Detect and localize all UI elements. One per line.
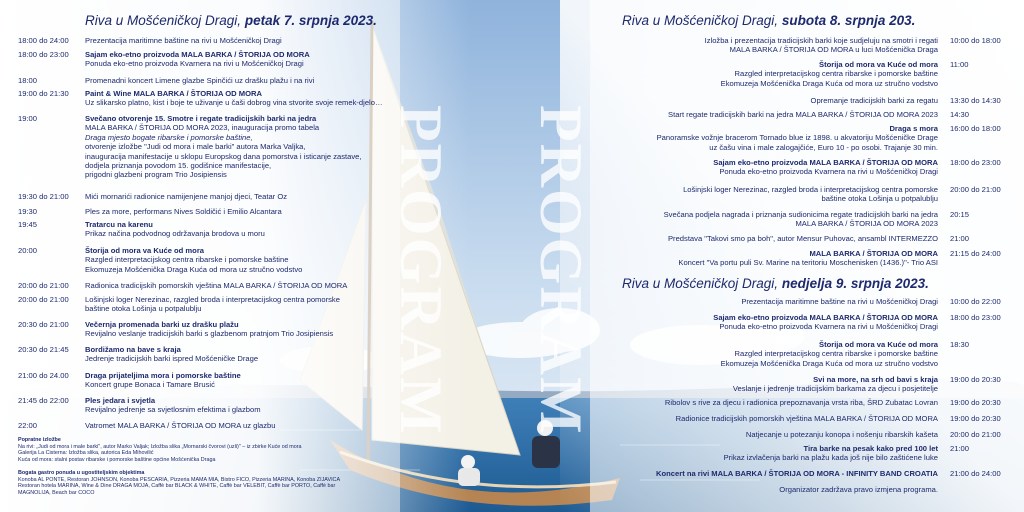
event-description — [85, 396, 397, 415]
event-line: MALA BARKA / ŠTORIJA OD MORA u luci Mošćenička Draga — [729, 45, 938, 55]
friday-title: Riva u Mošćeničkoj Dragi, petak 7. srpnja 2023. — [85, 13, 377, 28]
event-description — [85, 76, 397, 85]
event-line: Uz slikarsko platno, kist i boje te uživanje u čaši dobrog vina stvorite svoje remek-djelo… — [85, 98, 383, 108]
event-line: prigodni glazbeni program Trio Josipiensis — [85, 170, 227, 180]
event-description — [600, 414, 938, 423]
event-time: 20:30 do 21:00 — [18, 320, 69, 329]
event-time: 19:45 — [18, 220, 38, 229]
event-time: 20:00 do 21:00 — [18, 295, 69, 304]
event-line: Ekomuzeja Mošćenička Draga Kuća od mora uz stručno vodstvo — [720, 78, 938, 88]
event-time: 21:45 do 22:00 — [18, 396, 69, 405]
event-time: 21:15 do 24:00 — [950, 249, 1001, 258]
event-line: Draga prijateljima mora i pomorske baštine — [85, 371, 241, 380]
event-time: 18:30 — [950, 340, 970, 349]
event-description — [600, 96, 938, 105]
event-line: inauguracija manifestacije u sklopu Europskog dana pomorstva i isticanje zastave, — [85, 151, 362, 161]
event-line: baštine otoka Lošinja u potpalublju — [821, 194, 938, 204]
event-line: Prikaz izvlačenja barki na plažu kada još nije bilo zaštićene luke — [723, 453, 938, 463]
footer-line: Konoba AL PONTE, Restoran JOHNSON, Konoba PESCARIA, Pizzeria MAMA MIA, Bistro FICO, Pizzeria MARINA, Konoba ZIJAVICA — [18, 476, 341, 483]
event-time: 19:30 do 21:00 — [18, 192, 69, 201]
event-time: 21:00 — [950, 444, 970, 453]
event-description — [600, 313, 938, 332]
event-line: Koncert na rivi MALA BARKA / ŠTORIJA OD MORA - INFINITY BAND CROATIA — [656, 469, 938, 478]
event-line: Izložba i prezentacija tradicijskih barki koje sudjeluju na smotri i regati — [704, 36, 938, 45]
event-line: Natjecanje u potezanju konopa i nošenju ribarskih kašeta — [745, 430, 938, 439]
event-line: Revijalno jedrenje sa svjetlosnim efektima i glazbom — [85, 405, 261, 415]
footer-line — [18, 463, 358, 470]
event-time: 10:00 do 22:00 — [950, 297, 1001, 306]
footer-line: MAGNOLIJA, Beach bar COCO — [18, 489, 95, 496]
event-line: Razgled interpretacijskog centra ribarske i pomorske baštine — [85, 255, 289, 265]
event-description — [600, 36, 938, 55]
event-time: 14:30 — [950, 110, 970, 119]
event-description — [600, 110, 938, 119]
event-line: Revijalno veslanje tradicijskih barki s glazbenom pratnjom Trio Josipiensis — [85, 329, 334, 339]
event-time: 18:00 do 23:00 — [950, 158, 1001, 167]
footer-line: Restoran hotela MARINA, Wine & Dine DRAGA MOJA, Caffè bar BLACK & WHITE, Caffè bar VELEBIT, Caffè bar PORTO, Caffè bar — [18, 483, 336, 490]
event-line: Koncert grupe Bonaca i Tamare Brusić — [85, 380, 215, 390]
event-line: Razgled interpretacijskog centra ribarske i pomorske baštine — [734, 349, 938, 359]
footer-line: Galerija La Cisterna: Izložba slika, autorica Eda Mihovilić — [18, 450, 154, 457]
event-line: Svečana podjela nagrada i priznanja sudionicima regate tradicijskih barki na jedra — [663, 210, 938, 219]
event-line: Štorija od mora va Kuće od mora — [85, 246, 204, 255]
event-description — [85, 50, 397, 69]
event-line: Sajam eko-etno proizvoda MALA BARKA / ŠTORIJA OD MORA — [713, 313, 938, 322]
event-time: 19:30 — [18, 207, 38, 216]
event-time: 20:00 do 21:00 — [950, 430, 1001, 439]
saturday-date: subota 8. srpnja 203. — [781, 13, 916, 28]
event-description — [85, 281, 397, 290]
event-description — [600, 375, 938, 394]
event-time: 13:30 do 14:30 — [950, 96, 1001, 105]
event-description — [600, 185, 938, 204]
event-description — [600, 124, 938, 152]
event-line: Prezentacija maritimne baštine na rivi u Mošćeničkoj Dragi — [85, 36, 282, 45]
event-description — [85, 246, 397, 274]
event-line: Predstava "Takovi smo pa boh", autor Mensur Puhovac, ansambl INTERMEZZO — [667, 234, 938, 243]
sunday-title: Riva u Mošćeničkoj Dragi, nedjelja 9. srpnja 2023. — [622, 276, 929, 291]
event-line: Ponuda eko-etno proizvoda Kvarnera na rivi u Mošćeničkoj Dragi — [85, 59, 304, 69]
event-line: Koncert "Va portu puli Sv. Marine na teritoriu Moschenisken (1436.)"- Trio ASI — [678, 258, 938, 268]
event-line: uz čašu vina i male zalogajčiće, Euro 10 - po osobi. Trajanje 30 min. — [709, 142, 938, 152]
event-line: Ponuda eko-etno proizvoda Kvarnera na rivi u Mošćeničkoj Dragi — [719, 322, 938, 332]
event-line: Panoramske vožnje bracerom Tornado blue iz 1898. u akvatoriju Mošćeničke Drage — [656, 133, 938, 143]
event-line: Draga mjesto bogate ribarske i pomorske baštine, — [85, 132, 253, 142]
event-description — [600, 60, 938, 88]
event-line: otvorenje izložbe "Judi od mora i male barki" autora Marka Valjka, — [85, 142, 306, 152]
event-description — [85, 421, 397, 430]
event-line: Štorija od mora va Kuće od mora — [819, 340, 938, 349]
event-line: Lošinjski loger Nerezinac, razgled broda i interpretacijskog centra pomorske — [85, 295, 340, 304]
event-line: Ekomuzeja Mošćenička Draga Kuća od mora uz stručno vodstvo — [720, 358, 938, 368]
event-time: 16:00 do 18:00 — [950, 124, 1001, 133]
event-description — [85, 295, 397, 314]
event-time: 19:00 do 21:30 — [18, 89, 69, 98]
event-description — [600, 210, 938, 229]
footer-line: Na rivi: „Judi od mora i male barki", autor Marko Valjak; Izložba slika „Mornarski čvorovi (uzli)" – iz zbirke Kuće od mora — [18, 443, 302, 450]
event-line: Start regate tradicijskih barki na jedra MALA BARKA / ŠTORIJA OD MORA 2023 — [668, 110, 938, 119]
event-time: 10:00 do 18:00 — [950, 36, 1001, 45]
event-description — [85, 207, 397, 216]
event-time: 11:00 — [950, 60, 969, 69]
event-line: Radionica tradicijskih pomorskih vještina MALA BARKA / ŠTORIJA OD MORA — [85, 281, 348, 290]
event-description — [85, 220, 397, 239]
event-line: Ribolov s rive za djecu i radionica prepoznavanja vrsta riba, ŠRD Zubatac Lovran — [664, 398, 938, 407]
event-line: Tira barke na pesak kako pred 100 let — [803, 444, 938, 453]
event-line: Promenadni koncert Limene glazbe Spinčići uz drašku plažu i na rivi — [85, 76, 315, 85]
event-time: 20:00 do 21:00 — [18, 281, 69, 290]
event-description — [600, 234, 938, 243]
event-description — [85, 320, 397, 339]
footer-notes — [18, 437, 358, 496]
event-line: Veslanje i jedrenje tradicijskim barkama za djecu i posjetitelje — [732, 384, 938, 394]
event-line: Večernja promenada barki uz drašku plažu — [85, 320, 239, 329]
event-time: 18:00 do 23:00 — [950, 313, 1001, 322]
event-line: MALA BARKA / ŠTORIJA OD MORA 2023, inauguracija promo tabela — [85, 123, 320, 133]
event-line: Ekomuzeja Mošćenička Draga Kuća od mora uz stručno vodstvo — [85, 264, 303, 274]
event-time: 18:00 do 24:00 — [18, 36, 69, 45]
event-line: Paint & Wine MALA BARKA / ŠTORIJA OD MORA — [85, 89, 262, 98]
event-time: 18:00 — [18, 76, 38, 85]
event-description — [85, 371, 397, 390]
event-description — [600, 444, 938, 463]
event-line: Vatromet MALA BARKA / ŠTORIJA OD MORA uz glazbu — [85, 421, 276, 430]
event-description — [600, 249, 938, 268]
event-line: baštine otoka Lošinja u potpalublju — [85, 304, 202, 314]
saturday-title: Riva u Mošćeničkoj Dragi, subota 8. srpnja 203. — [622, 13, 916, 28]
program-watermark-right: PROGRAM — [528, 105, 594, 436]
event-line: MALA BARKA / ŠTORIJA OD MORA — [809, 249, 938, 258]
event-description — [600, 158, 938, 177]
friday-date: petak 7. srpnja 2023. — [244, 13, 377, 28]
event-line: Svečano otvorenje 15. Smotre i regate tradicijskih barki na jedra — [85, 114, 317, 123]
footer-line: Popratne izložbe — [18, 437, 61, 443]
event-time: 20:00 do 21:00 — [950, 185, 1001, 194]
event-description — [600, 340, 938, 368]
event-line: Draga s mora — [889, 124, 938, 133]
event-line: Prikaz načina podvodnog održavanja brodova u moru — [85, 229, 265, 239]
event-description — [600, 469, 938, 478]
organizer-note: Organizator zadržava pravo izmjena programa. — [779, 485, 938, 494]
footer-line: Kuća od mora: stalni postav ribarske i pomorske baštine općine Mošćenička Draga — [18, 456, 216, 463]
event-line: Ples za more, performans Nives Soldičić i Emilio Alcantara — [85, 207, 282, 216]
event-line: Ples jedara i svjetla — [85, 396, 156, 405]
footer-line: Bogata gastro ponuda u ugostiteljskim objektima — [18, 469, 145, 476]
event-description — [85, 36, 397, 45]
event-time: 21:00 — [950, 234, 970, 243]
event-line: Tratarcu na karenu — [85, 220, 153, 229]
event-time: 19:00 do 20:30 — [950, 414, 1001, 423]
event-time: 19:00 — [18, 114, 38, 123]
event-description — [600, 398, 938, 407]
event-description — [85, 345, 397, 364]
event-line: MALA BARKA / ŠTORIJA OD MORA 2023 — [795, 219, 938, 229]
event-description — [85, 114, 397, 180]
event-time: 20:30 do 21:45 — [18, 345, 69, 354]
event-time: 21:00 do 24:00 — [950, 469, 1001, 478]
event-line: Lošinjski loger Nerezinac, razgled broda i interpretacijskog centra pomorske — [683, 185, 938, 194]
event-line: Ponuda eko-etno proizvoda Kvarnera na rivi u Mošćeničkoj Dragi — [719, 167, 938, 177]
event-description — [85, 89, 397, 108]
event-line: dodjela priznanja povodom 15. godišnice manifestacije, — [85, 161, 272, 171]
event-line: Opremanje tradicijskih barki za regatu — [810, 96, 938, 105]
event-time: 19:00 do 20:30 — [950, 375, 1001, 384]
event-time: 21:00 do 24.00 — [18, 371, 69, 380]
event-line: Razgled interpretacijskog centra ribarske i pomorske baštine — [734, 69, 938, 79]
event-description — [600, 297, 938, 306]
event-time: 19:00 do 20:30 — [950, 398, 1001, 407]
sunday-date: nedjelja 9. srpnja 2023. — [781, 276, 929, 291]
event-line: Prezentacija maritimne baštine na rivi u Mošćeničkoj Dragi — [741, 297, 938, 306]
event-line: Bordižamo na bave s kraja — [85, 345, 181, 354]
event-line: Svi na more, na srh od bavi s kraja — [813, 375, 938, 384]
event-line: Radionice tradicijskih pomorskih vještina MALA BARKA / ŠTORIJA OD MORA — [675, 414, 938, 423]
event-time: 20:00 — [18, 246, 38, 255]
event-time: 20:15 — [950, 210, 970, 219]
event-line: Sajam eko-etno proizvoda MALA BARKA / ŠTORIJA OD MORA — [85, 50, 310, 59]
event-description — [600, 430, 938, 439]
event-line: Štorija od mora va Kuće od mora — [819, 60, 938, 69]
event-time: 18:00 do 23:00 — [18, 50, 69, 59]
event-description — [85, 192, 397, 201]
event-line: Jedrenje tradicijskih barki ispred Mošćeničke Drage — [85, 354, 259, 364]
event-line: Sajam eko-etno proizvoda MALA BARKA / ŠTORIJA OD MORA — [713, 158, 938, 167]
program-watermark-left: PROGRAM — [388, 105, 454, 436]
event-time: 22:00 — [18, 421, 38, 430]
event-line: Mići mornarići radionice namijenjene manjoj djeci, Teatar Oz — [85, 192, 288, 201]
